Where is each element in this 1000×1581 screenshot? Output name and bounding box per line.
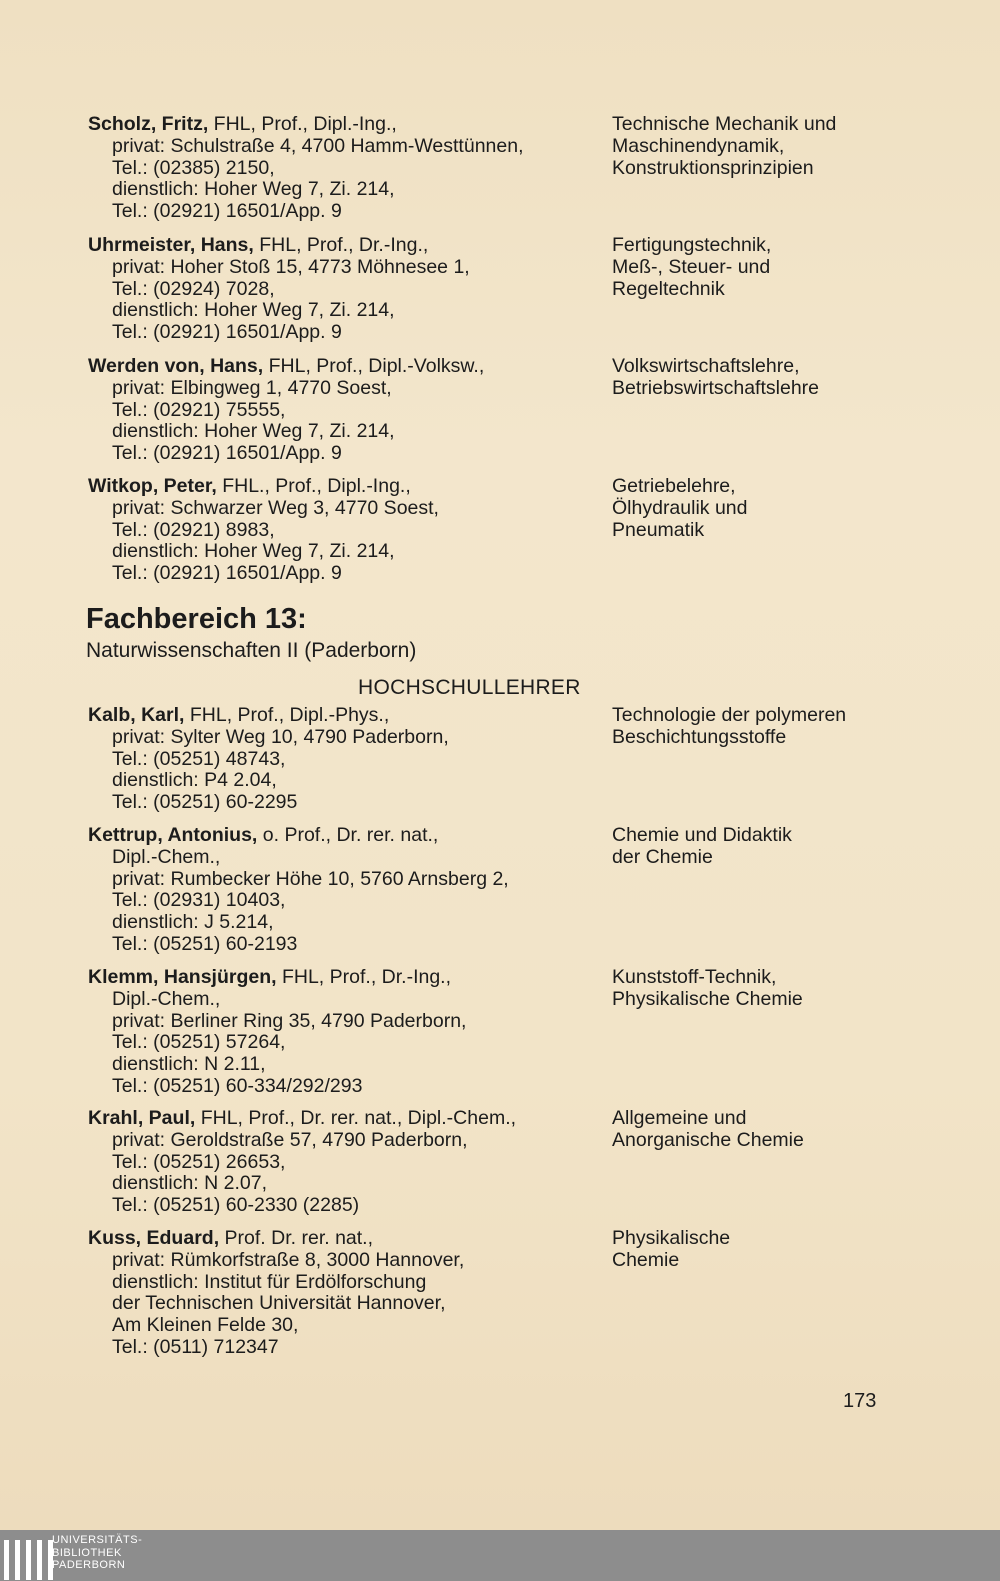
entry-line: Tel.: (05251) 48743, [112,747,286,770]
entry-subject: Chemie [612,1248,680,1271]
entry-line: Dipl.-Chem., [112,845,221,868]
entry-line: Tel.: (05251) 60-2330 (2285) [112,1194,360,1217]
entry-subject: Allgemeine und [612,1107,747,1129]
entry-subject: Regeltechnik [612,277,725,300]
entry-line: Tel.: (05251) 26653, [112,1150,286,1173]
entry-line: Tel.: (05251) 60-334/292/293 [112,1074,363,1097]
entry-title: FHL., Prof., Dipl.-Ing., [216,475,411,497]
entry-header [88,114,608,136]
entry-header [88,1228,608,1250]
entry-subject: Fertigungstechnik, [612,234,772,256]
entry-title: FHL, Prof., Dipl.-Volksw., [263,355,485,377]
entry-header [88,235,608,257]
entry-title: FHL, Prof., Dr.-Ing., [276,966,452,988]
entry-line: Tel.: (02921) 75555, [112,398,286,421]
entry-name: Kalb, Karl, [88,704,185,726]
entry-name: Kuss, Eduard, [88,1227,220,1249]
entry-line: privat: Geroldstraße 57, 4790 Paderborn, [112,1128,468,1151]
entry-line: privat: Sylter Weg 10, 4790 Paderborn, [112,725,449,748]
entry-line: privat: Schwarzer Weg 3, 4770 Soest, [112,496,439,519]
library-logo-icon [4,1540,53,1580]
entry-name: Scholz, Fritz, [88,113,209,135]
section-heading: HOCHSCHULLEHRER [358,676,581,699]
entry-name: Uhrmeister, Hans, [88,234,254,256]
entry-subject: Technische Mechanik und [612,113,837,135]
entry-subject: Physikalische Chemie [612,987,803,1010]
library-footer [0,1530,1000,1581]
entry-title: FHL, Prof., Dr.-Ing., [253,234,429,256]
entry-line: Am Kleinen Felde 30, [112,1314,299,1337]
entry-subject: Betriebswirtschaftslehre [612,376,819,399]
entry-line: Tel.: (02921) 8983, [112,518,275,541]
entry-line: Tel.: (05251) 57264, [112,1031,286,1054]
entry-line: dienstlich: P4 2.04, [112,769,277,792]
entry-subject: Volkswirtschaftslehre, [612,355,800,377]
entry-subject: Kunststoff-Technik, [612,966,777,988]
entry-header [88,1108,608,1130]
entry-line: dienstlich: Hoher Weg 7, Zi. 214, [112,178,395,201]
entry-line: Tel.: (02921) 16501/App. 9 [112,562,342,585]
entry-line: dienstlich: J 5.214, [112,911,274,934]
entry-line: Tel.: (02931) 10403, [112,889,286,912]
entry-title: o. Prof., Dr. rer. nat., [257,824,439,846]
entry-name: Kettrup, Antonius, [88,824,258,846]
entry-subject: Anorganische Chemie [612,1128,804,1151]
entry-line: der Technischen Universität Hannover, [112,1292,446,1315]
entry-title: Prof. Dr. rer. nat., [219,1227,374,1249]
entry-line: Tel.: (02921) 16501/App. 9 [112,200,342,223]
entry-line: privat: Rümkorfstraße 8, 3000 Hannover, [112,1248,465,1271]
entry-title: FHL, Prof., Dipl.-Phys., [184,704,390,726]
entry-line: Tel.: (0511) 712347 [112,1335,279,1358]
entry-subject: der Chemie [612,845,713,868]
entry-line: Tel.: (05251) 60-2295 [112,791,298,814]
entry-line: Tel.: (02924) 7028, [112,277,275,300]
entry-line: dienstlich: Institut für Erdölforschung [112,1270,427,1293]
entry-name: Werden von, Hans, [88,355,264,377]
entry-line: dienstlich: Hoher Weg 7, Zi. 214, [112,420,395,443]
entry-title: FHL, Prof., Dr. rer. nat., Dipl.-Chem., [195,1107,517,1129]
entry-subject: Konstruktionsprinzipien [612,156,814,179]
entry-subject: Physikalische [612,1227,731,1249]
entry-subject: Ölhydraulik und [612,496,748,519]
entry-subject: Technologie der polymeren [612,704,847,726]
fachbereich-subtitle: Naturwissenschaften II (Paderborn) [86,639,417,662]
entry-subject: Beschichtungsstoffe [612,725,787,748]
entry-subject: Chemie und Didaktik [612,824,792,846]
entry-line: privat: Elbingweg 1, 4770 Soest, [112,376,392,399]
entry-subject: Pneumatik [612,518,705,541]
library-name-line: PADERBORN [52,1559,126,1571]
library-name-line: BIBLIOTHEK [52,1546,122,1559]
entry-name: Klemm, Hansjürgen, [88,966,277,988]
entry-header [88,705,608,727]
entry-header [88,476,608,498]
entry-line: Tel.: (05251) 60-2193 [112,932,298,955]
entry-name: Witkop, Peter, [88,475,217,497]
entry-line: dienstlich: N 2.11, [112,1053,266,1076]
entry-line: privat: Berliner Ring 35, 4790 Paderborn, [112,1009,467,1032]
library-name [52,1534,142,1572]
entry-line: dienstlich: Hoher Weg 7, Zi. 214, [112,299,395,322]
library-name-line: UNIVERSITÄTS- [52,1534,143,1546]
entry-header [88,967,608,989]
entry-subject: Getriebelehre, [612,475,736,497]
entry-line: dienstlich: Hoher Weg 7, Zi. 214, [112,540,395,563]
page-number: 173 [843,1390,877,1412]
entry-line: Tel.: (02921) 16501/App. 9 [112,321,342,344]
entry-header [88,825,608,847]
entry-line: privat: Rumbecker Höhe 10, 5760 Arnsberg 2, [112,867,509,890]
entry-subject: Meß-, Steuer- und [612,255,771,278]
entry-line: Tel.: (02385) 2150, [112,156,275,179]
entry-line: privat: Hoher Stoß 15, 4773 Möhnesee 1, [112,255,470,278]
fachbereich-title: Fachbereich 13: [86,603,307,635]
entry-name: Krahl, Paul, [88,1107,196,1129]
entry-line: Dipl.-Chem., [112,987,221,1010]
entry-line: dienstlich: N 2.07, [112,1172,268,1195]
entry-title: FHL, Prof., Dipl.-Ing., [208,113,397,135]
entry-line: Tel.: (02921) 16501/App. 9 [112,442,342,465]
entry-subject: Maschinendynamik, [612,134,785,157]
entry-line: privat: Schulstraße 4, 4700 Hamm-Westtünnen, [112,134,524,157]
entry-header [88,356,608,378]
